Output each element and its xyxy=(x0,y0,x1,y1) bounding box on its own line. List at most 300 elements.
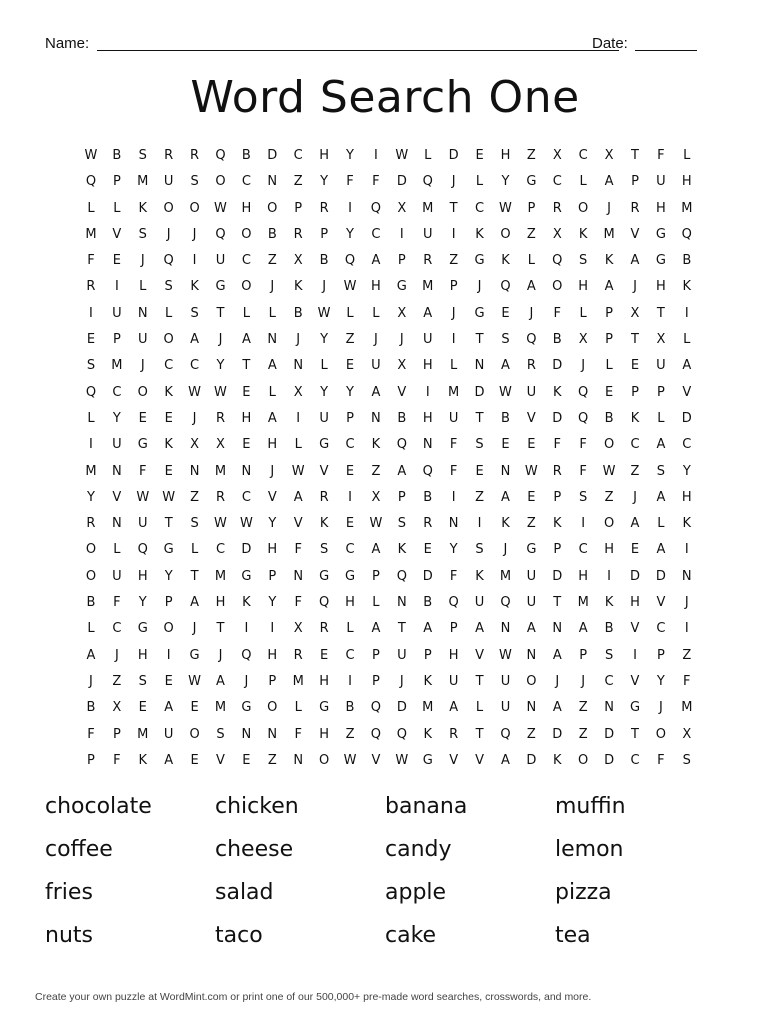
grid-cell: I xyxy=(451,226,456,242)
word-row xyxy=(45,919,725,962)
grid-cell: X xyxy=(397,358,407,374)
grid-cell: L xyxy=(190,542,199,558)
grid-cell: Q xyxy=(422,174,433,190)
grid-cell: J xyxy=(244,673,249,689)
grid-cell: R xyxy=(215,489,225,505)
grid-cell: L xyxy=(579,305,587,321)
grid-cell: H xyxy=(422,358,433,374)
grid-cell: Q xyxy=(370,200,382,216)
grid-cell: F xyxy=(553,305,561,321)
grid-cell: Q xyxy=(163,253,174,269)
grid-cell: H xyxy=(137,647,148,663)
grid-cell: G xyxy=(241,568,252,584)
grid-cell: N xyxy=(552,621,563,637)
grid-cell: G xyxy=(526,542,537,558)
grid-cell: V xyxy=(112,226,122,242)
grid-row xyxy=(78,590,700,616)
grid-cell: N xyxy=(396,595,407,611)
grid-cell: L xyxy=(294,437,302,453)
grid-cell: E xyxy=(164,463,173,479)
grid-cell: K xyxy=(423,673,432,689)
grid-cell: S xyxy=(579,253,588,269)
grid-cell: T xyxy=(475,726,484,742)
grid-cell: G xyxy=(474,253,485,269)
grid-cell: D xyxy=(396,174,407,190)
grid-cell: S xyxy=(604,647,614,663)
grid-cell: J xyxy=(503,542,508,558)
grid-cell: N xyxy=(137,305,148,321)
grid-cell: H xyxy=(371,279,381,295)
grid-cell: D xyxy=(604,752,615,768)
grid-cell: I xyxy=(607,568,611,584)
grid-cell: C xyxy=(604,673,614,689)
grid-cell: I xyxy=(425,384,430,400)
grid-cell: O xyxy=(578,752,589,768)
grid-cell: N xyxy=(422,437,433,453)
grid-cell: Q xyxy=(500,595,511,611)
grid-cell: Z xyxy=(682,647,692,663)
grid-cell: E xyxy=(86,332,96,348)
grid-cell: E xyxy=(320,647,329,663)
grid-cell: B xyxy=(604,621,614,637)
grid-cell: W xyxy=(343,752,357,768)
grid-cell: C xyxy=(371,226,381,242)
grid-cell: V xyxy=(267,489,277,505)
grid-cell: L xyxy=(450,358,458,374)
grid-cell: A xyxy=(630,516,640,532)
grid-cell: S xyxy=(475,542,484,558)
grid-cell: V xyxy=(397,384,407,400)
grid-cell: S xyxy=(86,358,96,374)
grid-cell: G xyxy=(396,279,407,295)
grid-cell: F xyxy=(294,542,302,558)
grid-cell: H xyxy=(448,647,459,663)
grid-cell: A xyxy=(501,358,510,374)
grid-cell: J xyxy=(218,332,223,348)
grid-cell: A xyxy=(267,358,277,374)
grid-cell: H xyxy=(319,148,329,163)
grid-cell: E xyxy=(475,463,484,479)
grid-cell: U xyxy=(656,174,666,190)
grid-cell: K xyxy=(190,279,199,295)
grid-cell: P xyxy=(372,568,380,584)
grid-cell: Q xyxy=(681,226,692,242)
grid-cell: B xyxy=(397,410,407,426)
puzzle-title: Word Search One xyxy=(190,72,580,123)
grid-cell: S xyxy=(164,279,173,295)
grid-cell: S xyxy=(190,174,199,190)
grid-cell: R xyxy=(630,200,640,216)
grid-cell: Q xyxy=(137,542,148,558)
grid-cell: I xyxy=(451,489,456,505)
grid-cell: H xyxy=(578,279,589,295)
grid-cell: T xyxy=(656,305,665,321)
grid-cell: Y xyxy=(682,463,691,479)
grid-cell: D xyxy=(526,752,537,768)
grid-cell: J xyxy=(607,200,611,216)
grid-cell: J xyxy=(192,226,197,242)
grid-cell: N xyxy=(448,516,459,532)
grid-cell: O xyxy=(189,726,200,742)
grid-cell: R xyxy=(423,516,433,532)
grid-cell: L xyxy=(605,358,613,374)
grid-cell: C xyxy=(241,253,251,269)
grid-cell: M xyxy=(214,568,227,584)
grid-cell: V xyxy=(449,752,459,768)
grid-cell: U xyxy=(138,516,148,532)
grid-cell: R xyxy=(449,726,459,742)
word-row xyxy=(45,876,725,919)
grid-cell: W xyxy=(317,305,331,321)
grid-cell: N xyxy=(111,516,122,532)
grid-cell: N xyxy=(371,410,381,426)
grid-cell: P xyxy=(553,542,562,558)
grid-cell: A xyxy=(371,542,381,558)
grid-cell: M xyxy=(214,463,227,479)
grid-cell: J xyxy=(633,489,637,505)
grid-cell: N xyxy=(526,700,537,716)
grid-cell: X xyxy=(397,305,407,321)
word-item: apple xyxy=(385,880,447,905)
grid-cell: X xyxy=(293,253,303,269)
grid-cell: U xyxy=(163,174,174,190)
grid-cell: V xyxy=(371,752,381,768)
grid-cell: L xyxy=(424,148,432,163)
grid-cell: C xyxy=(112,621,122,637)
grid-row xyxy=(78,380,700,406)
grid-cell: R xyxy=(215,410,225,426)
grid-cell: Q xyxy=(578,384,589,400)
grid-cell: A xyxy=(371,621,381,637)
word-item: chocolate xyxy=(45,794,152,819)
grid-cell: O xyxy=(163,332,174,348)
grid-cell: V xyxy=(319,463,329,479)
grid-cell: B xyxy=(267,226,277,242)
grid-cell: H xyxy=(345,595,355,611)
grid-cell: O xyxy=(267,200,278,216)
grid-cell: J xyxy=(192,410,197,426)
grid-cell: R xyxy=(293,647,303,663)
grid-cell: I xyxy=(270,621,275,637)
grid-cell: U xyxy=(138,332,148,348)
grid-cell: U xyxy=(112,305,122,321)
grid-cell: K xyxy=(423,726,432,742)
grid-cell: M xyxy=(422,279,434,295)
grid-cell: A xyxy=(604,279,614,295)
grid-cell: F xyxy=(449,568,458,584)
grid-cell: E xyxy=(345,516,355,532)
grid-cell: V xyxy=(630,226,640,242)
grid-cell: C xyxy=(578,542,588,558)
grid-cell: H xyxy=(241,410,252,426)
grid-cell: C xyxy=(656,621,666,637)
grid-cell: F xyxy=(553,437,561,453)
grid-cell: T xyxy=(216,305,225,321)
grid-cell: E xyxy=(345,358,355,374)
grid-row xyxy=(78,459,700,485)
grid-cell: Y xyxy=(268,595,277,611)
grid-cell: U xyxy=(112,568,122,584)
name-line xyxy=(97,50,619,51)
grid-row xyxy=(78,406,700,432)
grid-cell: D xyxy=(474,384,485,400)
grid-cell: Z xyxy=(371,463,381,479)
grid-cell: U xyxy=(656,358,666,374)
grid-cell: Q xyxy=(344,253,356,269)
grid-cell: W xyxy=(214,200,227,216)
grid-cell: I xyxy=(348,200,352,216)
grid-cell: H xyxy=(656,279,666,295)
grid-cell: T xyxy=(631,726,639,742)
grid-cell: W xyxy=(188,673,201,689)
grid-cell: E xyxy=(604,384,614,400)
grid-row xyxy=(78,353,700,379)
word-item: banana xyxy=(385,794,468,819)
grid-cell: Z xyxy=(449,253,459,269)
grid-cell: P xyxy=(527,200,536,216)
grid-cell: J xyxy=(270,279,275,295)
grid-cell: U xyxy=(371,358,381,374)
grid-cell: K xyxy=(242,595,251,611)
word-item: coffee xyxy=(45,837,113,862)
grid-cell: B xyxy=(86,595,96,611)
grid-row xyxy=(78,248,700,274)
grid-cell: J xyxy=(192,621,197,637)
grid-cell: R xyxy=(319,621,329,637)
grid-cell: C xyxy=(682,437,692,453)
grid-cell: A xyxy=(656,437,666,453)
grid-cell: L xyxy=(683,148,691,163)
word-item: salad xyxy=(215,880,274,905)
grid-cell: S xyxy=(475,437,484,453)
grid-cell: L xyxy=(346,621,354,637)
name-label: Name: xyxy=(45,35,90,52)
grid-cell: P xyxy=(449,279,458,295)
grid-cell: W xyxy=(395,148,409,163)
grid-cell: P xyxy=(579,647,588,663)
worksheet-header xyxy=(45,33,700,55)
grid-cell: E xyxy=(190,752,199,768)
grid-cell: T xyxy=(631,148,639,163)
grid-cell: V xyxy=(293,516,303,532)
grid-cell: F xyxy=(579,437,587,453)
grid-cell: Z xyxy=(293,174,303,190)
grid-cell: E xyxy=(164,673,173,689)
grid-cell: I xyxy=(399,226,404,242)
grid-cell: P xyxy=(605,332,613,348)
grid-cell: W xyxy=(395,752,409,768)
grid-cell: P xyxy=(268,673,277,689)
grid-cell: F xyxy=(449,463,458,479)
grid-cell: S xyxy=(216,726,225,742)
grid-cell: J xyxy=(296,332,301,348)
grid-cell: C xyxy=(345,437,355,453)
grid-cell: W xyxy=(136,489,150,505)
grid-cell: P xyxy=(112,332,121,348)
grid-cell: W xyxy=(162,489,176,505)
grid-cell: L xyxy=(320,358,328,374)
grid-cell: K xyxy=(475,568,484,584)
word-item: taco xyxy=(215,923,263,948)
grid-cell: M xyxy=(422,700,434,716)
grid-cell: E xyxy=(345,463,355,479)
grid-cell: K xyxy=(319,516,329,532)
grid-cell: P xyxy=(553,489,562,505)
grid-cell: A xyxy=(682,358,692,374)
grid-cell: R xyxy=(319,200,329,216)
grid-cell: J xyxy=(684,595,689,611)
grid-cell: A xyxy=(604,174,614,190)
grid-cell: B xyxy=(500,410,510,426)
grid-cell: Y xyxy=(346,148,354,163)
grid-cell: S xyxy=(319,542,329,558)
grid-cell: L xyxy=(475,700,484,716)
grid-cell: L xyxy=(657,410,665,426)
grid-cell: D xyxy=(655,568,666,584)
grid-cell: L xyxy=(87,200,95,216)
grid-cell: A xyxy=(397,463,407,479)
grid-cell: W xyxy=(188,384,201,400)
word-item: lemon xyxy=(555,837,624,862)
grid-cell: Q xyxy=(396,437,407,453)
grid-cell: K xyxy=(475,226,484,242)
grid-cell: S xyxy=(190,516,199,532)
grid-cell: O xyxy=(578,200,589,216)
grid-cell: P xyxy=(605,305,613,321)
grid-cell: J xyxy=(140,253,145,269)
grid-cell: L xyxy=(268,384,276,400)
grid-cell: Z xyxy=(526,226,536,242)
grid-cell: Z xyxy=(112,673,122,689)
grid-cell: U xyxy=(526,568,537,584)
grid-cell: N xyxy=(241,726,252,742)
grid-cell: C xyxy=(475,200,485,216)
grid-cell: Y xyxy=(112,410,121,426)
grid-cell: D xyxy=(604,726,615,742)
grid-cell: K xyxy=(604,595,614,611)
grid-cell: B xyxy=(293,305,303,321)
grid-cell: C xyxy=(164,358,174,374)
grid-cell: L xyxy=(475,174,484,190)
grid-cell: Z xyxy=(267,752,277,768)
grid-cell: L xyxy=(268,305,276,321)
grid-cell: Y xyxy=(346,226,354,242)
grid-cell: G xyxy=(655,226,666,242)
grid-cell: U xyxy=(500,673,511,689)
grid-cell: H xyxy=(500,148,511,163)
grid-cell: O xyxy=(137,384,148,400)
word-item: cake xyxy=(385,923,437,948)
grid-cell: F xyxy=(449,437,458,453)
grid-cell: P xyxy=(87,752,95,768)
grid-cell: U xyxy=(448,673,459,689)
grid-cell: G xyxy=(163,542,174,558)
grid-cell: Y xyxy=(656,673,665,689)
grid-cell: E xyxy=(112,253,121,269)
grid-cell: P xyxy=(656,647,665,663)
word-row xyxy=(45,833,725,876)
grid-cell: W xyxy=(239,516,253,532)
grid-cell: J xyxy=(270,463,275,479)
grid-cell: V xyxy=(682,384,692,400)
grid-cell: D xyxy=(552,358,563,374)
grid-cell: X xyxy=(190,437,200,453)
grid-cell: L xyxy=(242,305,251,321)
grid-cell: Q xyxy=(370,726,382,742)
grid-cell: I xyxy=(581,516,586,532)
grid-cell: C xyxy=(241,174,251,190)
grid-cell: J xyxy=(658,700,663,716)
grid-cell: Z xyxy=(345,332,355,348)
grid-cell: J xyxy=(140,358,145,374)
grid-cell: L xyxy=(579,174,587,190)
grid-cell: Q xyxy=(448,595,459,611)
grid-cell: I xyxy=(684,305,689,321)
grid-cell: Q xyxy=(85,384,97,400)
grid-cell: A xyxy=(371,384,381,400)
grid-cell: X xyxy=(578,332,588,348)
word-item: fries xyxy=(45,880,93,905)
grid-cell: Z xyxy=(190,489,200,505)
grid-cell: H xyxy=(578,568,589,584)
grid-cell: H xyxy=(422,410,433,426)
grid-cell: U xyxy=(448,410,459,426)
grid-row xyxy=(78,722,700,748)
grid-cell: S xyxy=(656,463,666,479)
grid-cell: C xyxy=(112,384,122,400)
grid-cell: Q xyxy=(500,279,511,295)
grid-cell: M xyxy=(422,200,434,216)
grid-cell: N xyxy=(267,332,278,348)
grid-cell: W xyxy=(369,516,383,532)
grid-cell: J xyxy=(451,174,456,190)
grid-cell: N xyxy=(293,568,304,584)
grid-cell: A xyxy=(190,595,200,611)
grid-cell: J xyxy=(633,279,637,295)
grid-cell: I xyxy=(374,148,378,163)
grid-cell: V xyxy=(656,595,666,611)
grid-cell: P xyxy=(164,595,173,611)
grid-cell: C xyxy=(345,647,355,663)
grid-cell: E xyxy=(164,410,173,426)
grid-cell: L xyxy=(683,332,691,348)
grid-cell: O xyxy=(241,226,252,242)
grid-cell: E xyxy=(527,489,536,505)
grid-cell: F xyxy=(113,752,121,768)
grid-cell: V xyxy=(630,673,640,689)
grid-cell: G xyxy=(241,700,252,716)
grid-cell: K xyxy=(630,410,640,426)
grid-cell: P xyxy=(397,489,406,505)
grid-cell: T xyxy=(475,673,484,689)
grid-cell: A xyxy=(86,647,96,663)
grid-cell: Y xyxy=(138,595,147,611)
grid-cell: K xyxy=(138,200,148,216)
grid-cell: D xyxy=(552,726,563,742)
grid-cell: M xyxy=(137,174,149,190)
grid-cell: G xyxy=(189,647,200,663)
footer-text: Create your own puzzle at WordMint.com or print one of our 500,000+ pre-made word searches, crosswords, and more. xyxy=(35,991,592,1003)
grid-cell: T xyxy=(397,621,406,637)
grid-cell: O xyxy=(500,226,511,242)
grid-cell: A xyxy=(630,253,640,269)
grid-cell: W xyxy=(499,384,512,400)
grid-cell: T xyxy=(449,200,458,216)
grid-cell: S xyxy=(501,332,510,348)
grid-cell: S xyxy=(579,489,588,505)
grid-cell: M xyxy=(681,200,693,216)
grid-cell: F xyxy=(579,463,587,479)
